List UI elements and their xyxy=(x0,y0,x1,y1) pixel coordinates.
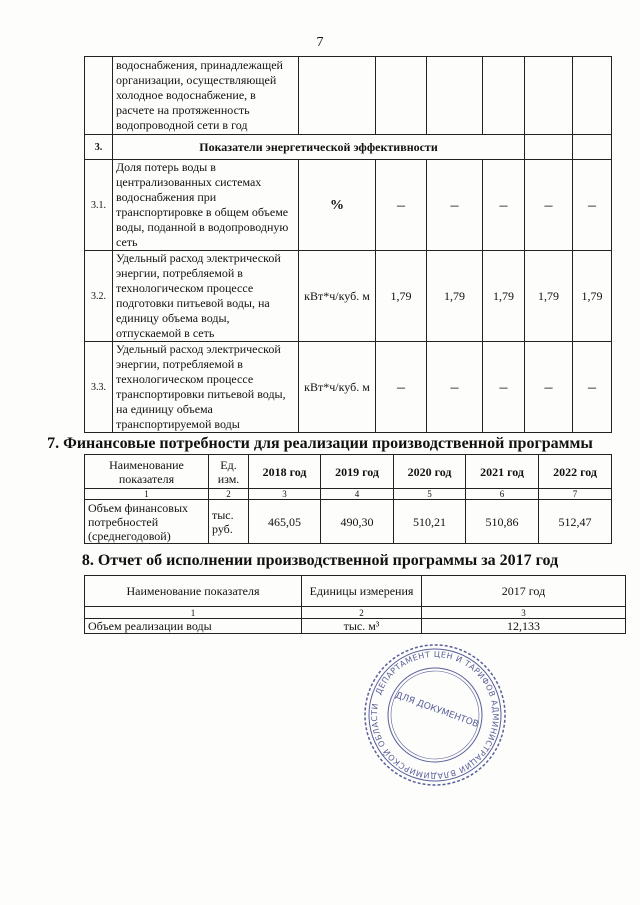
cell: 465,05 xyxy=(249,500,321,544)
header-row xyxy=(85,455,612,489)
cell: – xyxy=(525,160,573,251)
cell: – xyxy=(427,342,483,433)
svg-text:ДЕПАРТАМЕНТ ЦЕН И ТАРИФОВ АДМИ xyxy=(360,640,510,790)
cell: – xyxy=(525,342,573,433)
continuation-desc: водоснабжения, принадлежащей организации, осуществляющей холодное водоснабжение, в расчете на протяженность водопроводной сети в год xyxy=(113,57,299,135)
cell: 12,133 xyxy=(422,619,626,634)
row-unit: кВт*ч/куб. м xyxy=(299,342,376,433)
col-index: 7 xyxy=(539,489,612,500)
row-unit: кВт*ч/куб. м xyxy=(299,251,376,342)
cell: – xyxy=(483,160,525,251)
energy-efficiency-table xyxy=(84,56,612,433)
col-index: 5 xyxy=(394,489,466,500)
col-header: Ед. изм. xyxy=(209,455,249,489)
col-header: 2018 год xyxy=(249,455,321,489)
row-name: Объем реализации воды xyxy=(85,619,302,634)
row-desc: Удельный расход электрической энергии, потребляемой в технологическом процессе подготовки питьевой воды, на единицу объема воды, отпускаемой в сеть xyxy=(113,251,299,342)
table-row xyxy=(85,57,612,135)
stamp-outer-text: ДЕПАРТАМЕНТ ЦЕН И ТАРИФОВ АДМИНИСТРАЦИИ ВЛАДИМИРСКОЙ ОБЛАСТИ xyxy=(369,649,501,781)
row-number: 3.1. xyxy=(85,160,113,251)
col-index: 3 xyxy=(249,489,321,500)
section-row xyxy=(85,135,612,160)
row-name: Объем финансовых потребностей (среднегодовой) xyxy=(85,500,209,544)
col-header: 2022 год xyxy=(539,455,612,489)
col-index: 6 xyxy=(466,489,539,500)
section-8-heading: 8. Отчет об исполнении производственной программы за 2017 год xyxy=(81,552,559,569)
row-desc: Доля потерь воды в централизованных системах водоснабжения при транспортировке в общем объеме воды, поданной в водопроводную сеть xyxy=(113,160,299,251)
cell: – xyxy=(573,342,612,433)
section-title: Показатели энергетической эффективности xyxy=(113,135,525,160)
cell: – xyxy=(376,342,427,433)
col-header: Единицы измерения xyxy=(302,576,422,607)
cell: – xyxy=(483,342,525,433)
table-row xyxy=(85,251,612,342)
col-index: 2 xyxy=(209,489,249,500)
index-row xyxy=(85,489,612,500)
col-header: 2021 год xyxy=(466,455,539,489)
cell: 1,79 xyxy=(483,251,525,342)
index-row xyxy=(85,607,626,619)
financial-needs-table xyxy=(84,454,612,544)
report-table xyxy=(84,575,626,634)
section-number: 3. xyxy=(85,135,113,160)
cell: 1,79 xyxy=(376,251,427,342)
section-7-heading: 7. Финансовые потребности для реализации производственной программы xyxy=(47,435,593,452)
cell: 1,79 xyxy=(427,251,483,342)
row-unit: тыс. м³ xyxy=(302,619,422,634)
row-desc: Удельный расход электрической энергии, потребляемой в технологическом процессе транспортировки питьевой воды, на единицу объема транспортируемой воды xyxy=(113,342,299,433)
cell: – xyxy=(573,160,612,251)
cell: 510,21 xyxy=(394,500,466,544)
page-number: 7 xyxy=(316,35,324,50)
table-row xyxy=(85,500,612,544)
cell: 512,47 xyxy=(539,500,612,544)
col-index: 4 xyxy=(321,489,394,500)
table-row xyxy=(85,160,612,251)
table-row xyxy=(85,619,626,634)
cell: – xyxy=(376,160,427,251)
stamp-center-text: ДЛЯ ДОКУМЕНТОВ xyxy=(393,690,480,731)
cell: 1,79 xyxy=(573,251,612,342)
official-stamp xyxy=(360,640,510,790)
col-header: Наименование показателя xyxy=(85,455,209,489)
cell: 1,79 xyxy=(525,251,573,342)
col-header: 2020 год xyxy=(394,455,466,489)
cell: 490,30 xyxy=(321,500,394,544)
row-unit: % xyxy=(299,160,376,251)
row-number: 3.3. xyxy=(85,342,113,433)
col-index: 3 xyxy=(422,607,626,619)
col-header: Наименование показателя xyxy=(85,576,302,607)
col-header: 2017 год xyxy=(422,576,626,607)
col-index: 1 xyxy=(85,607,302,619)
cell: 510,86 xyxy=(466,500,539,544)
col-index: 1 xyxy=(85,489,209,500)
header-row xyxy=(85,576,626,607)
col-header: 2019 год xyxy=(321,455,394,489)
table-row xyxy=(85,342,612,433)
cell: – xyxy=(427,160,483,251)
row-number: 3.2. xyxy=(85,251,113,342)
col-index: 2 xyxy=(302,607,422,619)
row-unit: тыс. руб. xyxy=(209,500,249,544)
